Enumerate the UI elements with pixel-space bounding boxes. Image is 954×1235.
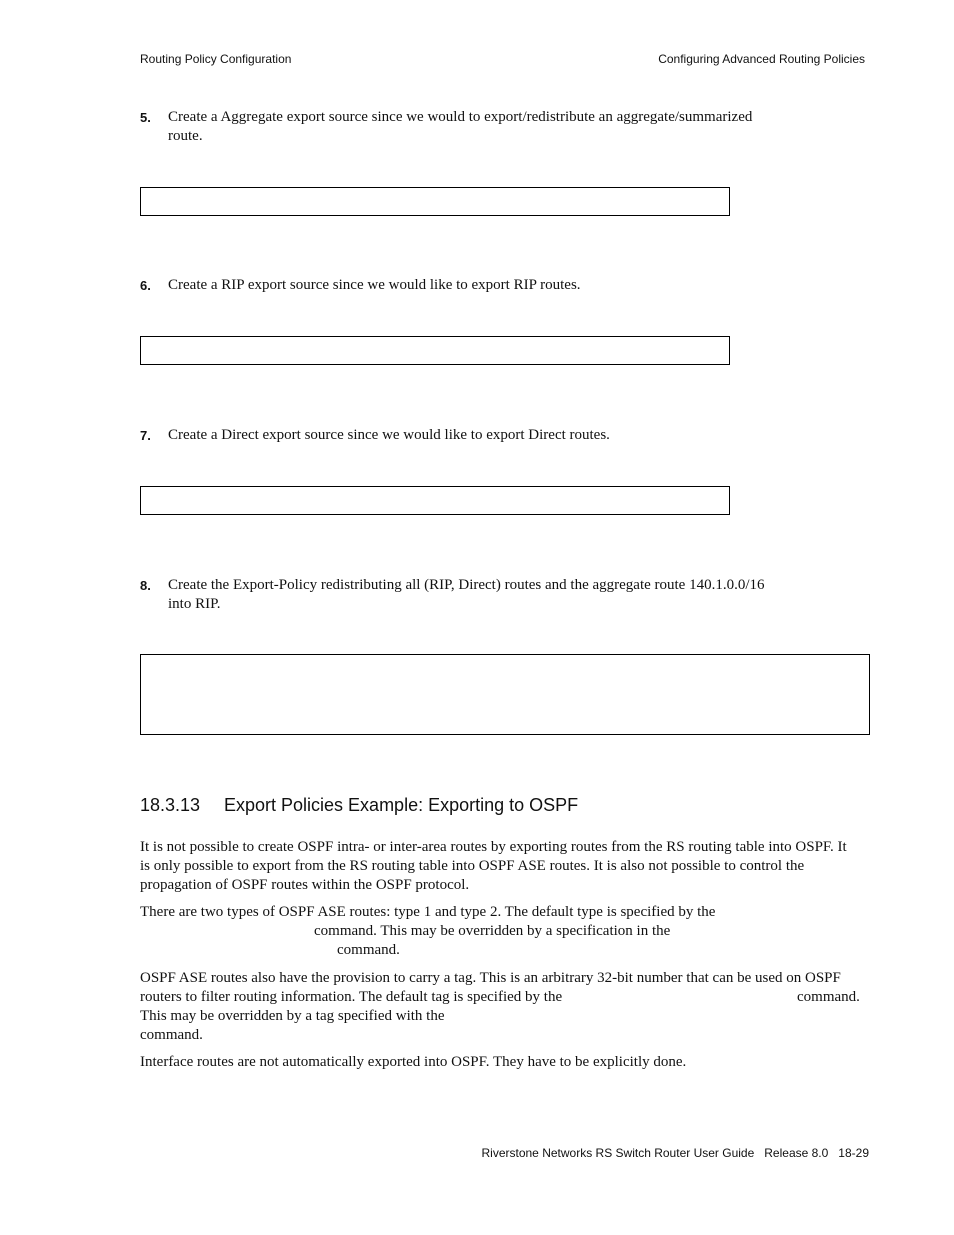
step-number: 6. — [140, 278, 151, 293]
command-box-rip — [140, 336, 730, 365]
paragraph-fragment: routers to filter routing information. The default tag is specified by the — [140, 989, 563, 1005]
step-5 — [140, 108, 800, 146]
section-number: 18.3.13 — [140, 795, 201, 815]
step-text-line: Create a Aggregate export source since we would to export/redistribute an aggregate/summarized — [168, 109, 753, 125]
command-box-direct — [140, 486, 730, 515]
step-7 — [140, 426, 800, 445]
paragraph-fragment: command. — [797, 989, 860, 1005]
paragraph-line: command. — [140, 1027, 203, 1043]
paragraph-line: OSPF ASE routes also have the provision to carry a tag. This is an arbitrary 32-bit number that can be used on OSPF — [140, 970, 841, 986]
running-header-right: Configuring Advanced Routing Policies — [658, 52, 865, 66]
step-8 — [140, 576, 800, 614]
paragraph-line: command. — [337, 942, 400, 958]
paragraph-interface-routes: Interface routes are not automatically exported into OSPF. They have to be explicitly done. — [140, 1054, 687, 1070]
paragraph-line: is only possible to export from the RS routing table into OSPF ASE routes. It is also not possible to control the — [140, 858, 805, 874]
step-number: 7. — [140, 428, 151, 443]
page-footer: Riverstone Networks RS Switch Router User Guide Release 8.0 18-29 — [481, 1146, 869, 1160]
step-number: 8. — [140, 578, 151, 593]
paragraph-line: command. This may be overridden by a specification in the — [314, 923, 671, 939]
paragraph-line: propagation of OSPF routes within the OSPF protocol. — [140, 877, 470, 893]
section-heading — [140, 795, 578, 816]
step-text-line: Create a Direct export source since we would like to export Direct routes. — [168, 427, 610, 443]
step-6 — [140, 276, 800, 295]
step-number: 5. — [140, 110, 151, 125]
paragraph-line — [140, 988, 868, 1007]
paragraph-line: This may be overridden by a tag specified with the — [140, 1008, 445, 1024]
step-text-line: Create a RIP export source since we would like to export RIP routes. — [168, 277, 581, 293]
step-text-line: into RIP. — [168, 596, 221, 612]
command-box-aggregate — [140, 187, 730, 216]
paragraph-ospf-intro — [140, 838, 868, 895]
paragraph-ase-tag — [140, 969, 868, 1045]
paragraph-line: It is not possible to create OSPF intra- or inter-area routes by exporting routes from the RS routing table into OSPF. It — [140, 839, 847, 855]
section-title: Export Policies Example: Exporting to OSPF — [224, 795, 579, 815]
step-text-line: Create the Export-Policy redistributing all (RIP, Direct) routes and the aggregate route 140.1.0.0/16 — [168, 577, 765, 593]
step-text-line: route. — [168, 128, 203, 144]
paragraph-line: There are two types of OSPF ASE routes: type 1 and type 2. The default type is specified by the — [140, 904, 716, 920]
paragraph-ase-types — [140, 903, 868, 960]
command-box-export-policy — [140, 654, 870, 735]
running-header-left: Routing Policy Configuration — [140, 52, 292, 66]
